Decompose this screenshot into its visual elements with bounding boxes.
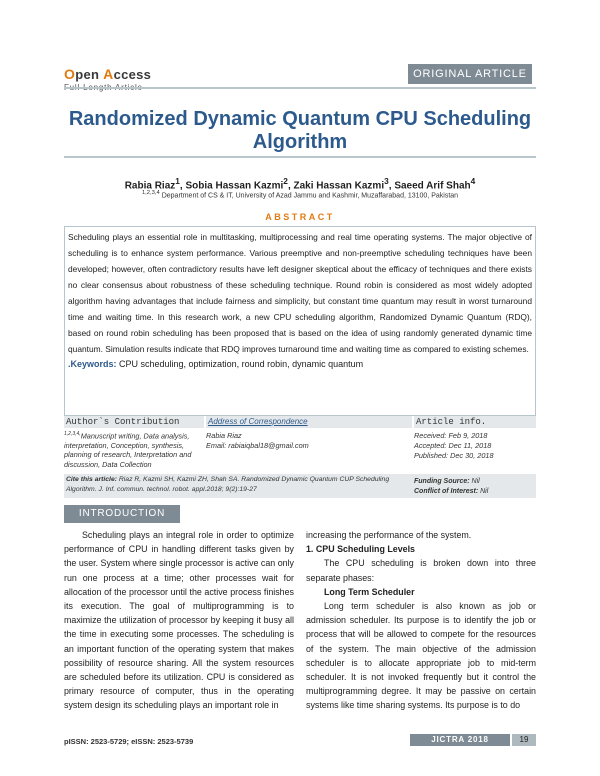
- paragraph: Scheduling plays an integral role in order to optimize performance of CPU in handling different tasks given by the user. System where single processor is active can only run one process at a time; other processes wait for allocation of the processor until the active process finishes its execution. The goal of multiprogramming is to maximize the utilization of processor by keeping it busy all the time in executing some processes. The scheduling is an important function of the operating system that makes possibility of resource sharing. All the system resources are scheduled before its utilization. CPU is considered as primary resource of computer, thus in the operating system design its scheduling plays an important role in: [64, 530, 294, 711]
- body-column-right: [306, 528, 536, 713]
- accepted-date: Accepted: Dec 11, 2018: [414, 441, 492, 450]
- article-dates: [414, 431, 536, 461]
- author-contribution: $^{1,2,3,4,}$Manuscript writing, Data analysis, interpretation, Conception, synthesis, planning of research, Interpretation and discussion, Data Collection: [64, 431, 192, 469]
- original-article-badge: ORIGINAL ARTICLE: [408, 64, 532, 84]
- author-list: Rabia Riaz$^1$, Sobia Hassan Kazmi$^2$, Zaki Hassan Kazmi$^3$, Saeed Arif Shah$^4$: [124, 176, 476, 192]
- author: Zaki Hassan Kazmi: [293, 180, 385, 192]
- paper-title: Randomized Dynamic Quantum CPU Scheduling Algorithm: [68, 108, 532, 153]
- correspondence-email[interactable]: Email: rabiaiqbal18@gmail.com: [206, 441, 309, 450]
- paragraph: The CPU scheduling is broken down into three separate phases:: [306, 558, 536, 583]
- keywords: .Keywords: CPU scheduling, optimization, round robin, dynamic quantum: [68, 359, 364, 369]
- citation: Cite this article: Riaz R, Kazmi SH, Kazmi ZH, Shah SA. Randomized Dynamic Quantum CUP Scheduling Algorithm. J. Inf. commun. technol. robot. appl.2018; 9(2):19-27: [66, 476, 390, 493]
- page-number: 19: [512, 734, 536, 746]
- correspondence: [206, 431, 412, 451]
- open-access-logo: Open Access: [64, 66, 152, 82]
- author-contribution-heading: Author`s Contribution: [64, 416, 204, 428]
- correspondence-name: Rabia Riaz: [206, 431, 242, 440]
- article-info-heading: Article info.: [414, 416, 536, 428]
- abstract-box: [64, 226, 536, 416]
- received-date: Received: Feb 9, 2018: [414, 431, 488, 440]
- correspondence-heading[interactable]: Address of Correspondence: [206, 416, 412, 428]
- author: Sobia Hassan Kazmi: [185, 180, 284, 192]
- abstract-heading: ABSTRACT: [265, 212, 335, 222]
- journal-badge: JICTRA 2018: [410, 734, 510, 746]
- title-divider: [64, 156, 536, 158]
- funding-conflict: [414, 477, 536, 497]
- author: Saeed Arif Shah: [394, 180, 471, 192]
- published-date: Published: Dec 30, 2018: [414, 451, 494, 460]
- paragraph: Long term scheduler is also known as job or admission scheduler. Its purpose is to identify the job or process that will be allowed to compete for the resources of the system. The main objective of the admission scheduler is to allocate appropriate job to mid-term scheduler. It is not invoked frequently but it control the multiprogramming degree. It may be passive on certain systems like time sharing systems. Its purpose is to do: [306, 601, 536, 711]
- header-divider: [64, 87, 536, 89]
- section-heading: 1. CPU Scheduling Levels: [306, 544, 415, 555]
- affiliation: $^{1,2,3,4}$ Department of CS & IT, University of Azad Jammu and Kashmir, Muzaffarabad, 13100, Pakistan: [141, 190, 459, 200]
- subsection-heading: Long Term Scheduler: [324, 586, 415, 597]
- conflict-of-interest: Conflict of Interest: Nil: [414, 488, 489, 495]
- funding-source: Funding Source: Nil: [414, 478, 480, 485]
- body-column-left: [64, 528, 294, 713]
- paragraph: increasing the performance of the system.: [306, 530, 472, 540]
- introduction-heading: INTRODUCTION: [64, 505, 180, 523]
- abstract-text: Scheduling plays an essential role in multitasking, multiprocessing and real time operating systems. The major objective of scheduling is to enhance system performance. Various preemptive and non-preemptive scheduling techniques have been developed; however, often contradictory results have left designer skeptical about the efficacy of techniques and there exists no clear consensus about robustness of these scheduling technique. Round robin is considered as most widely adopted algorithm having advantages that include fairness and simplicity, but constant time quantum may result in worst turnaround time and waiting time. In this research work, a new CPU scheduling algorithm, Randomized Dynamic Quantum (RDQ), based on round robin scheduling has been proposed that is based on the idea of using randomly generated dynamic time quantum. Simulation results indicate that RDQ improves turnaround time and waiting time as compared to existing schemes.: [68, 232, 532, 354]
- author: Rabia Riaz: [124, 180, 176, 192]
- issn: pISSN: 2523-5729; eISSN: 2523-5739: [64, 737, 194, 746]
